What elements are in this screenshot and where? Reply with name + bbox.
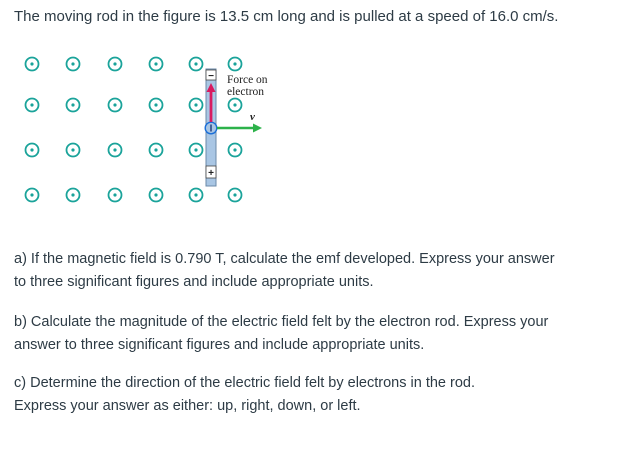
question-a-line1: a) If the magnetic field is 0.790 T, calculate the emf developed. Express your answer [14, 251, 555, 267]
field-dot-icon [229, 58, 242, 71]
field-dot-icon [109, 58, 122, 71]
field-dot-icon [229, 189, 242, 202]
problem-statement: The moving rod in the figure is 13.5 cm long and is pulled at a speed of 16.0 cm/s. [14, 8, 559, 25]
rod-top-sign: − [208, 71, 214, 82]
field-dot-icon [150, 99, 163, 112]
velocity-arrow-right-icon [253, 124, 262, 133]
field-dot-icon [109, 189, 122, 202]
field-dot-icon [190, 58, 203, 71]
field-dot-icon [26, 99, 39, 112]
field-dot-icon [150, 144, 163, 157]
question-b-line2: answer to three significant figures and include appropriate units. [14, 337, 425, 353]
force-label-line2: electron [227, 86, 265, 98]
velocity-label: v⃗ [250, 111, 264, 123]
field-dot-icon [150, 189, 163, 202]
field-dot-icon [26, 189, 39, 202]
force-label-line1: Force on [227, 74, 268, 86]
question-c [14, 372, 624, 418]
field-dot-icon [229, 144, 242, 157]
field-dot-icon [26, 144, 39, 157]
moving-rod-figure [18, 46, 288, 216]
field-dot-icon [190, 144, 203, 157]
question-c-line1: c) Determine the direction of the electric field felt by electrons in the rod. [14, 375, 475, 391]
question-b [14, 311, 624, 357]
field-dot-icon [67, 99, 80, 112]
field-dot-icon [26, 58, 39, 71]
field-dot-icon [150, 58, 163, 71]
field-dot-icon [67, 189, 80, 202]
field-dot-icon [190, 99, 203, 112]
field-dot-icon [229, 99, 242, 112]
field-dot-icon [190, 189, 203, 202]
field-dot-icon [67, 144, 80, 157]
field-dot-icon [109, 144, 122, 157]
field-dot-icon [67, 58, 80, 71]
rod-bottom-sign: + [208, 168, 214, 179]
question-c-line2: Express your answer as either: up, right, down, or left. [14, 398, 361, 414]
question-b-line1: b) Calculate the magnitude of the electric field felt by the electron rod. Express your [14, 314, 549, 330]
rod-in-magnetic-field-diagram [18, 46, 288, 216]
question-a-line2: to three significant figures and include appropriate units. [14, 274, 374, 290]
question-a [14, 248, 624, 294]
field-dot-icon [109, 99, 122, 112]
